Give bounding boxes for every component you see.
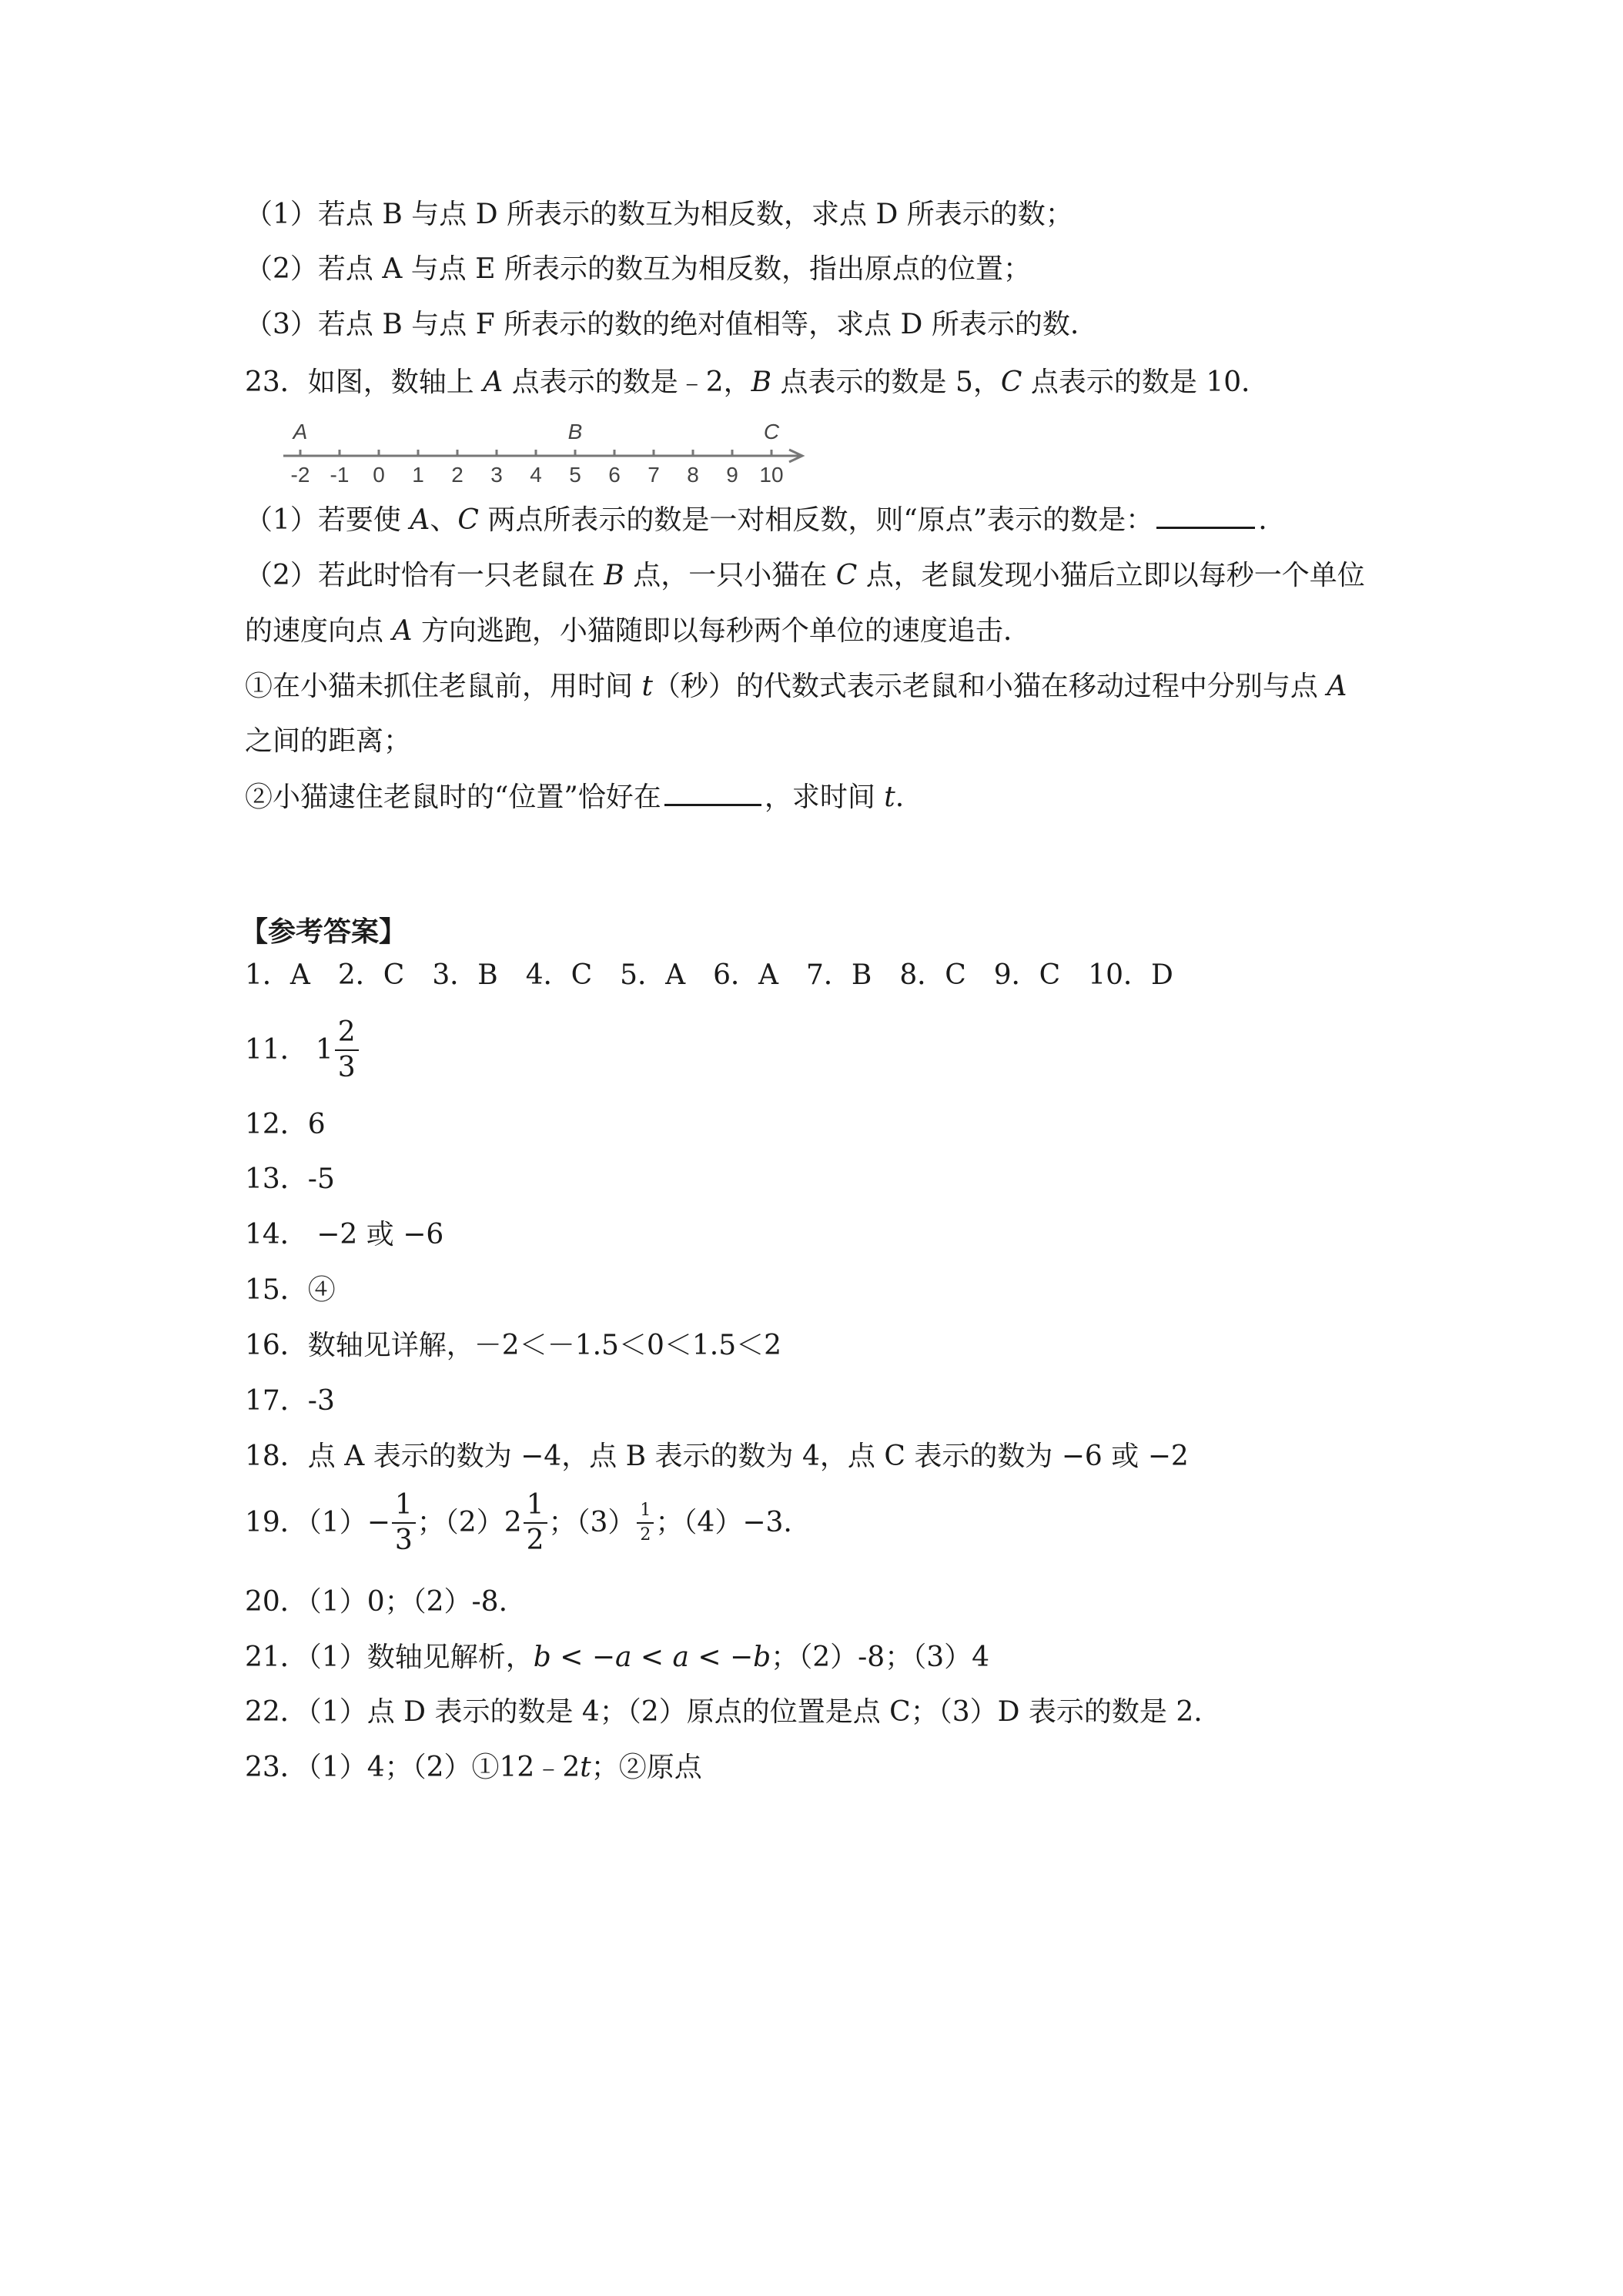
answer-15: 15．④ <box>245 1274 336 1306</box>
answer-22: 22．（1）点 D 表示的数是 4；（2）原点的位置是点 C；（3）D 表示的数是 2. <box>245 1696 1203 1728</box>
answer-11: 11． 1 $\frac{2}{3}$ <box>245 1013 360 1087</box>
fraction-19-2: $\frac{1}{2}$ <box>524 1491 547 1555</box>
number-line-tick-label: -2 <box>290 463 310 487</box>
answer-18: 18．点 A 表示的数为 −4，点 B 表示的数为 4，点 C 表示的数为 −6 或 −2 <box>245 1441 1189 1472</box>
answer-17: 17．-3 <box>245 1385 335 1417</box>
number-line-tick-label: 2 <box>451 463 463 487</box>
answer-blank-1[interactable] <box>1156 504 1255 529</box>
answer-23: 23．（1）4；（2）①12﹣2t；②原点 <box>245 1752 702 1783</box>
number-line-tick-label: 10 <box>759 463 784 487</box>
fraction-19-1: $\frac{1}{3}$ <box>392 1491 416 1555</box>
answer-multiple-choice: 1．A 2．C 3．B 4．C 5．A 6．A 7．B 8．C 9．C 10．D <box>245 959 1173 991</box>
number-line-tick-label: 8 <box>687 463 699 487</box>
number-line-figure <box>277 416 816 493</box>
fraction-19-3: $\frac{1}{2}$ <box>637 1502 654 1544</box>
answer-blank-2[interactable] <box>664 781 761 806</box>
number-line-tick-label: 7 <box>648 463 660 487</box>
answer-19: 19．（1）− $\frac{1}{3}$ ；（2）2 $\frac{1}{2}$ ；（3） $\frac{1}{2}$ ；（4）−3. <box>245 1489 792 1556</box>
answer-12: 12．6 <box>245 1109 326 1140</box>
answer-13: 13．-5 <box>245 1163 335 1195</box>
q22-part-2: （2）若点 A 与点 E 所表示的数互为相反数，指出原点的位置； <box>245 253 1031 285</box>
q23-part-2-line-2: 的速度向点 A 方向逃跑，小猫随即以每秒两个单位的速度追击. <box>245 615 1012 647</box>
answer-21: 21．（1）数轴见解析，b < −a < a < −b；（2）-8；（3）4 <box>245 1642 990 1673</box>
number-line-tick-label: 4 <box>530 463 542 487</box>
number-line-tick-label: 0 <box>373 463 385 487</box>
number-line-tick-label: 6 <box>608 463 621 487</box>
q23-part-2-line-1: （2）若此时恰有一只老鼠在 B 点，一只小猫在 C 点，老鼠发现小猫后立即以每秒一个单位 <box>245 560 1365 591</box>
number-line-tick-label: 3 <box>490 463 503 487</box>
number-line-point-label: A <box>293 420 308 443</box>
answer-16: 16．数轴见详解，－2＜－1.5＜0＜1.5＜2 <box>245 1330 782 1361</box>
q22-part-1: （1）若点 B 与点 D 所表示的数互为相反数，求点 D 所表示的数； <box>245 199 1073 230</box>
number-line-tick-label: -1 <box>330 463 350 487</box>
q23-sub-1-line-2: 之间的距离； <box>245 725 412 757</box>
q23-part-1: （1）若要使 A、C 两点所表示的数是一对相反数，则“原点”表示的数是： . <box>245 504 1267 536</box>
answer-14: 14． −2 或 −6 <box>245 1219 444 1250</box>
answer-20: 20．（1）0；（2）-8. <box>245 1586 508 1618</box>
number-line-tick-label: 9 <box>726 463 738 487</box>
q23-sub-2: ②小猫逮住老鼠时的“位置”恰好在 ，求时间 t. <box>245 782 905 813</box>
number-line-tick-label: 5 <box>569 463 581 487</box>
number-line-point-label: C <box>763 420 780 443</box>
q22-part-3: （3）若点 B 与点 F 所表示的数的绝对值相等，求点 D 所表示的数. <box>245 309 1079 340</box>
q23-sub-1-line-1: ①在小猫未抓住老鼠前，用时间 t（秒）的代数式表示老鼠和小猫在移动过程中分别与点 A <box>245 671 1347 702</box>
number-line-tick-label: 1 <box>412 463 424 487</box>
answers-heading: 【参考答案】 <box>240 915 407 948</box>
number-line-point-label: B <box>567 420 583 443</box>
q23-stem: 23．如图，数轴上 A 点表示的数是﹣2，B 点表示的数是 5，C 点表示的数是 10． <box>245 366 1270 398</box>
fraction-11: $\frac{2}{3}$ <box>335 1019 359 1082</box>
